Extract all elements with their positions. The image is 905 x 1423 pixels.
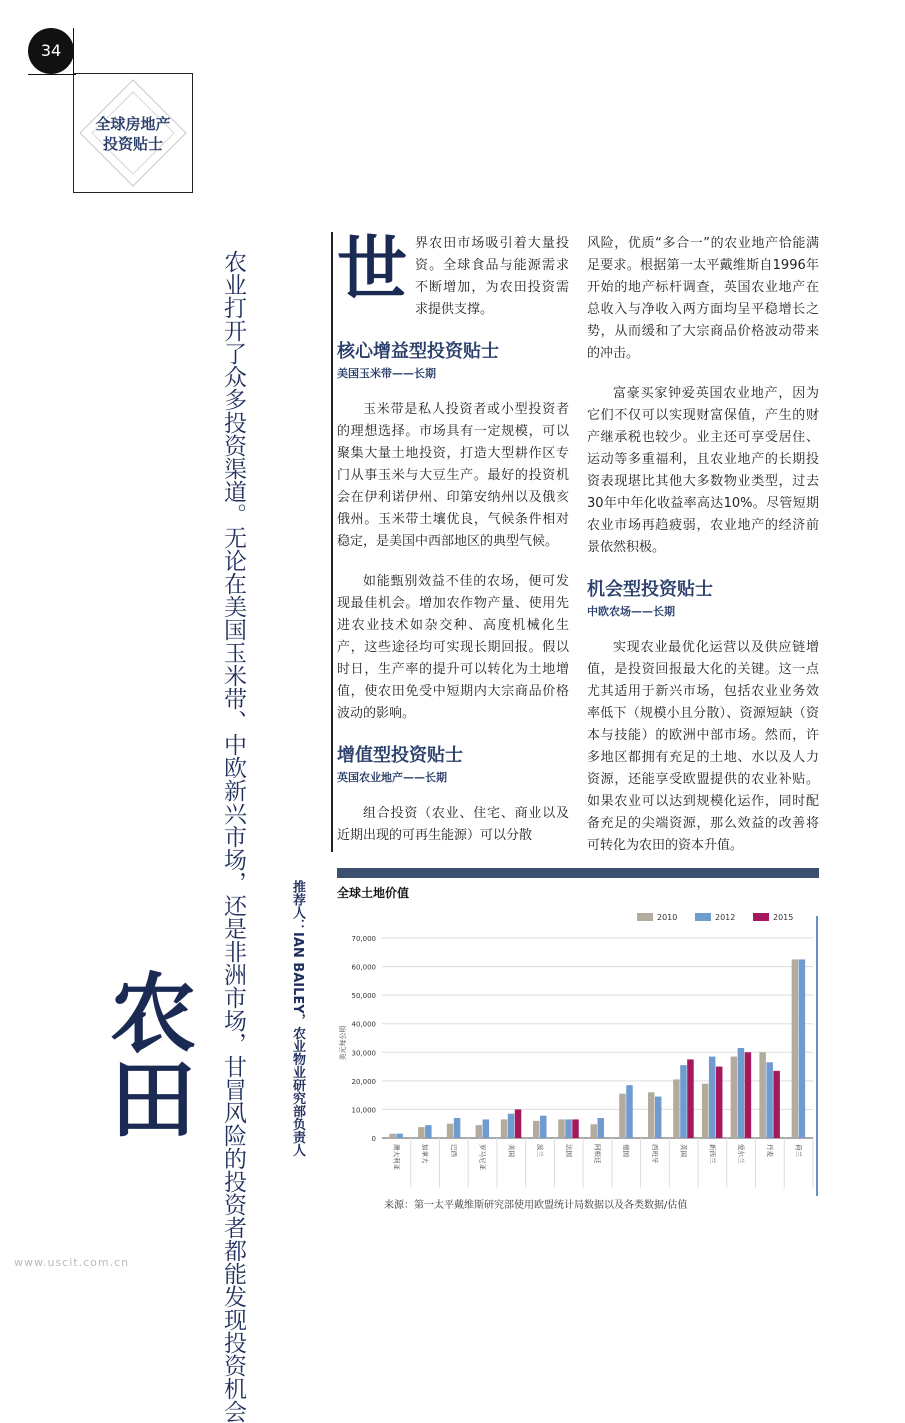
- section-subheading: 美国玉米带——长期: [337, 367, 436, 380]
- x-tick-label: 丹麦: [765, 1144, 774, 1157]
- y-tick-label: 20,000: [351, 1077, 376, 1086]
- body-paragraph: 如能甄别效益不佳的农场，便可发现最佳机会。增加农作物产量、使用先进农业技术如杂交种、高度机械化生产，这些途径均可实现长期回报。假以时日，生产率的提升可以转化为土地增值，使农田免受中短期内大宗商品价格波动的影响。: [337, 574, 569, 721]
- bar-2010: [389, 1134, 396, 1138]
- x-tick-label: 澳大利亚: [392, 1144, 401, 1170]
- bar-2012: [766, 1062, 773, 1138]
- bar-2010: [759, 1052, 766, 1138]
- y-tick-label: 30,000: [351, 1049, 376, 1058]
- legend-label: 2015: [773, 913, 794, 922]
- bar-2010: [648, 1092, 655, 1138]
- bar-2010: [673, 1079, 680, 1138]
- x-tick-label: 加拿大: [421, 1144, 430, 1164]
- chart-title: 全球土地价值: [337, 886, 410, 900]
- x-tick-label: 波兰: [536, 1144, 545, 1157]
- page-number: 34: [28, 28, 74, 74]
- article-deck: 农业打开了众多投资渠道。无论在美国玉米带、中欧新兴市场，还是非洲市场，甘冒风险的投资者都能发现投资机会: [220, 250, 246, 1423]
- body-paragraph: 玉米带是私人投资者或小型投资者的理想选择。市场具有一定规模，可以聚集大量土地投资，打造大型耕作区专门从事玉米与大豆生产。最好的投资机会在伊利诺伊州、印第安纳州以及俄亥俄州。玉米带土壤优良，气候条件相对稳定，是美国中西部地区的典型气候。: [337, 402, 569, 549]
- logo-line1: 全球房地产: [95, 115, 171, 133]
- bar-2012: [565, 1119, 572, 1138]
- legend-label: 2010: [657, 913, 678, 922]
- chart-container: [337, 898, 819, 1196]
- byline: 推荐人：IAN BAILEY，农业物业研究部负责人: [290, 880, 305, 1157]
- y-tick-label: 10,000: [351, 1106, 376, 1115]
- column-rule: [331, 232, 333, 852]
- bar-2012: [396, 1134, 403, 1138]
- x-tick-label: 法国: [564, 1144, 573, 1157]
- bar-2015: [745, 1052, 752, 1138]
- bar-2010: [447, 1124, 454, 1138]
- y-tick-label: 60,000: [351, 963, 376, 972]
- column-logo: [73, 73, 193, 193]
- bar-2010: [558, 1119, 565, 1138]
- y-tick-label: 70,000: [351, 935, 376, 943]
- body-paragraph: 组合投资（农业、住宅、商业以及近期出现的可再生能源）可以分散: [337, 806, 569, 843]
- bar-2015: [687, 1059, 694, 1138]
- x-tick-label: 美国: [507, 1144, 516, 1157]
- logo-line2: 投资贴士: [102, 135, 163, 153]
- watermark: www.uscit.com.cn: [14, 1256, 130, 1269]
- legend-label: 2012: [715, 913, 736, 922]
- bar-2010: [591, 1124, 598, 1138]
- bar-2015: [515, 1109, 522, 1138]
- y-axis-label: 美元每公顷: [339, 1025, 347, 1061]
- bar-2010: [731, 1057, 738, 1138]
- bar-2010: [792, 959, 799, 1138]
- chart-header-bar: [337, 868, 819, 878]
- bar-2010: [533, 1121, 540, 1138]
- x-tick-label: 爱尔兰: [737, 1144, 746, 1164]
- bar-2012: [508, 1114, 515, 1138]
- y-tick-label: 40,000: [351, 1020, 376, 1029]
- legend-swatch: [695, 913, 711, 921]
- drop-cap: 世: [337, 228, 407, 310]
- bar-2012: [738, 1048, 745, 1138]
- x-tick-label: 新西兰: [708, 1144, 717, 1164]
- bar-2010: [619, 1094, 626, 1138]
- bar-2015: [572, 1119, 579, 1138]
- text-column-2: [587, 233, 819, 857]
- bar-2012: [425, 1125, 432, 1138]
- section-heading: 核心增益型投资贴士: [337, 341, 499, 362]
- body-paragraph: 富豪买家钟爱英国农业地产，因为它们不仅可以实现财富保值，产生的财产继承税也较少。业主还可享受居住、运动等多重福利，且农业地产的长期投资表现堪比其他大多数物业类型，过去30年中年化收益率高达10%。尽管短期农业市场再趋疲弱，农业地产的经济前景依然积极。: [587, 386, 819, 555]
- bar-2012: [709, 1057, 716, 1138]
- intro-paragraph: 界农田市场吸引着大量投资。全球食品与能源需求不断增加，为农田投资需求提供支撑。: [415, 236, 569, 317]
- bar-2015: [773, 1071, 780, 1138]
- x-tick-label: 罗马尼亚: [478, 1144, 487, 1170]
- legend-swatch: [637, 913, 653, 921]
- bar-2012: [626, 1085, 633, 1138]
- x-tick-label: 巴西: [449, 1144, 458, 1157]
- body-paragraph: 实现农业最优化运营以及供应链增值，是投资回报最大化的关键。这一点尤其适用于新兴市场，包括农业业务效率低下（规模小且分散）、资源短缺（资本与技能）的欧洲中部市场。然而，许多地区都拥有充足的土地、水以及人力资源，还能享受欧盟提供的农业补贴。如果农业可以达到规模化运作，同时配备充足的尖端资源，那么效益的改善将可转化为农田的资本升值。: [587, 640, 819, 853]
- section-heading: 机会型投资贴士: [587, 579, 713, 600]
- bar-chart: [337, 898, 819, 1196]
- bar-2010: [476, 1125, 483, 1138]
- x-tick-label: 英国: [679, 1144, 688, 1157]
- x-tick-label: 西班牙: [650, 1144, 659, 1164]
- legend-swatch: [753, 913, 769, 921]
- y-tick-label: 0: [371, 1135, 376, 1143]
- y-tick-label: 50,000: [351, 992, 376, 1001]
- bar-2012: [454, 1118, 461, 1138]
- x-tick-label: 阿根廷: [593, 1144, 602, 1164]
- bar-2012: [598, 1118, 605, 1138]
- x-tick-label: 荷兰: [794, 1144, 803, 1157]
- bar-2010: [501, 1119, 508, 1138]
- chart-source: 来源：第一太平戴维斯研究部使用欧盟统计局数据以及各类数据/估值: [384, 1200, 688, 1211]
- bar-2010: [418, 1127, 425, 1138]
- section-subheading: 中欧农场——长期: [587, 605, 675, 618]
- corner-line: [73, 28, 74, 76]
- x-tick-label: 德国: [622, 1144, 631, 1157]
- article-title: 农田: [95, 968, 195, 1140]
- corner-line: [28, 74, 76, 75]
- bar-2012: [540, 1116, 547, 1138]
- body-paragraph: 风险，优质“多合一”的农业地产恰能满足要求。根据第一太平戴维斯自1996年开始的地产标杆调查，英国农业地产在总收入与净收入两方面均呈平稳增长之势，从而缓和了大宗商品价格波动带来的冲击。: [587, 236, 819, 361]
- bar-2012: [655, 1097, 662, 1138]
- text-column-1: [337, 228, 569, 847]
- bar-2012: [483, 1119, 490, 1138]
- bar-2012: [799, 959, 806, 1138]
- section-heading: 增值型投资贴士: [337, 745, 463, 766]
- bar-2010: [702, 1084, 709, 1138]
- bar-2015: [716, 1067, 723, 1138]
- section-subheading: 英国农业地产——长期: [337, 771, 447, 784]
- bar-2012: [680, 1065, 687, 1138]
